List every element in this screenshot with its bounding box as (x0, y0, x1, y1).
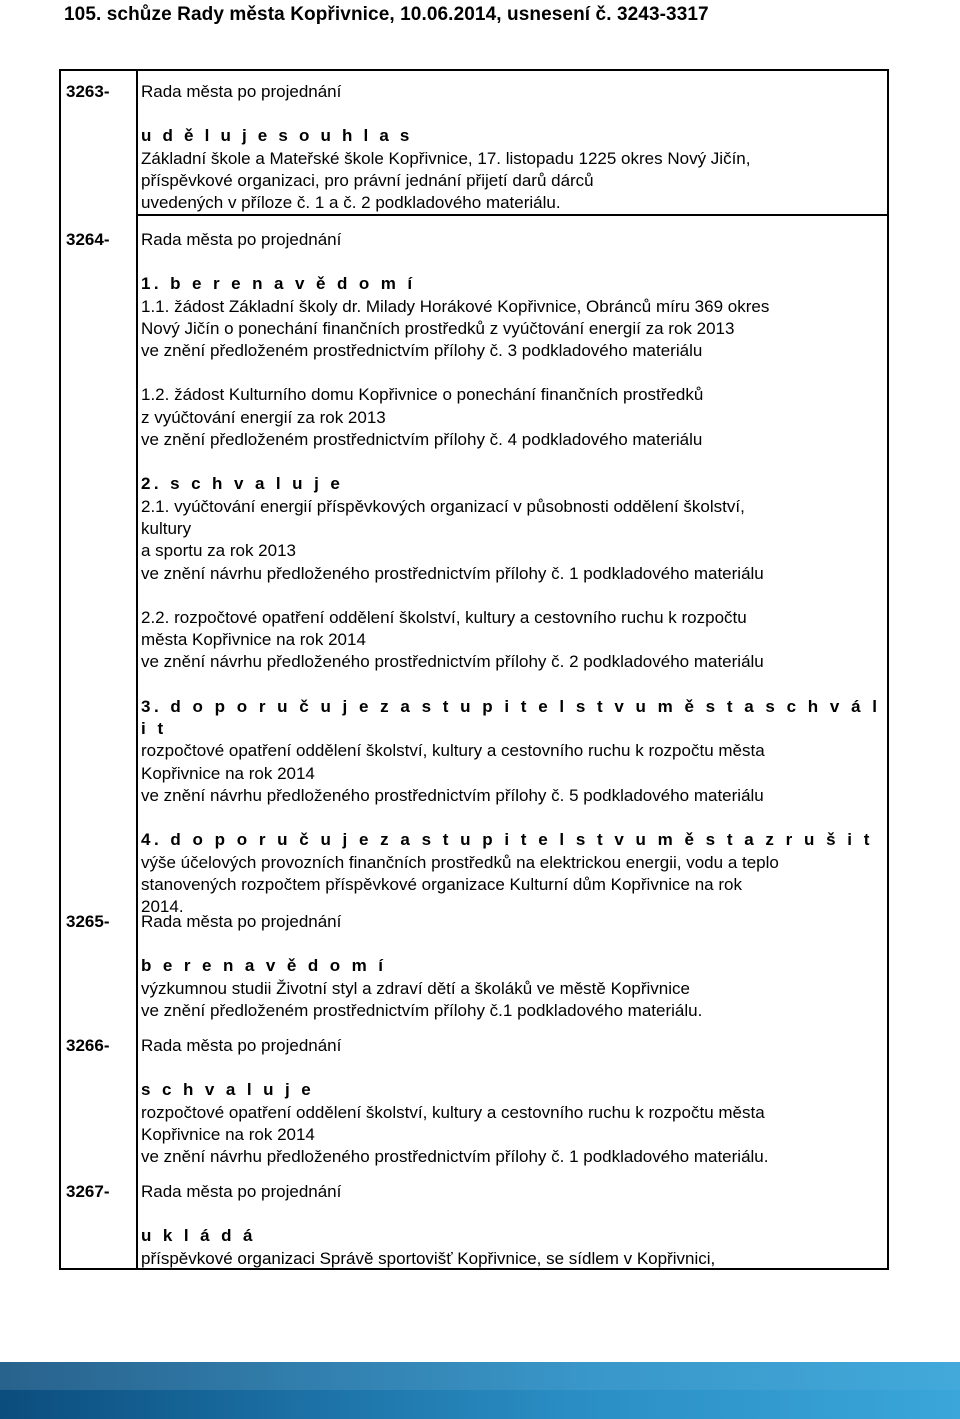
item-line: ve znění předloženém prostřednictvím přílohy č. 4 podkladového materiálu (141, 430, 703, 450)
resolution-number: 3265- (66, 912, 110, 931)
resolution-intro: Rada města po projednání (141, 1182, 342, 1201)
item-line: a sportu za rok 2013 (141, 541, 296, 561)
item-line: Kopřivnice na rok 2014 (141, 763, 315, 783)
resolution-heading: u d ě l u j e s o u h l a s (141, 126, 413, 146)
item-line: 2.1. vyúčtování energií příspěvkových organizací v působnosti oddělení školství, (141, 496, 745, 516)
item-line: ve znění návrhu předloženého prostřednictvím přílohy č. 1 podkladového materiálu (141, 563, 764, 583)
item-line: Nový Jičín o ponechání finančních prostředků z vyúčtování energií za rok 2013 (141, 318, 735, 338)
resolution-heading: b e r e n a v ě d o m í (141, 956, 387, 976)
resolution-intro: Rada města po projednání (141, 230, 342, 249)
resolution-number: 3266- (66, 1036, 110, 1055)
resolution-line: příspěvkové organizaci, pro právní jednání přijetí darů dárců (141, 170, 594, 190)
resolution-number: 3263- (66, 82, 110, 101)
resolution-line: Základní škole a Mateřské škole Kopřivnice, 17. listopadu 1225 okres Nový Jičín, (141, 148, 751, 168)
resolution-heading: s c h v a l u j e (141, 1080, 315, 1100)
resolution-line: Kopřivnice na rok 2014 (141, 1124, 315, 1144)
item-line: ve znění návrhu předloženého prostřednictvím přílohy č. 2 podkladového materiálu (141, 652, 764, 672)
item-line: 1.2. žádost Kulturního domu Kopřivnice o ponechání finančních prostředků (141, 385, 704, 405)
resolution-intro: Rada města po projednání (141, 82, 342, 101)
resolution-intro: Rada města po projednání (141, 1036, 342, 1055)
item-line: města Kopřivnice na rok 2014 (141, 630, 366, 650)
item-line: stanovených rozpočtem příspěvkové organizace Kulturní dům Kopřivnice na rok (141, 874, 742, 894)
resolution-intro: Rada města po projednání (141, 912, 342, 931)
resolution-number: 3264- (66, 230, 110, 249)
item-heading: 1. b e r e n a v ě d o m í (141, 274, 416, 294)
item-heading: 3. d o p o r u č u j e z a s t u p i t e l s t v u m ě s t a s c h v á l i t (141, 696, 881, 739)
item-line: výše účelových provozních finančních prostředků na elektrickou energii, vodu a teplo (141, 852, 779, 872)
resolution-3267 (141, 1181, 881, 1270)
resolution-line: rozpočtové opatření oddělení školství, kultury a cestovního ruchu k rozpočtu města (141, 1102, 765, 1122)
item-line: rozpočtové opatření oddělení školství, kultury a cestovního ruchu k rozpočtu města (141, 741, 765, 761)
column-divider (136, 69, 138, 1270)
item-heading: 2. s c h v a l u j e (141, 474, 344, 494)
resolution-heading: u k l á d á (141, 1226, 256, 1246)
item-line: 2.2. rozpočtové opatření oddělení školství, kultury a cestovního ruchu k rozpočtu (141, 607, 747, 627)
item-line: ve znění předloženém prostřednictvím přílohy č. 3 podkladového materiálu (141, 341, 703, 361)
resolution-3263 (141, 81, 881, 214)
item-line: z vyúčtování energií za rok 2013 (141, 407, 386, 427)
resolution-line: ve znění předloženém prostřednictvím přílohy č.1 podkladového materiálu. (141, 1000, 703, 1020)
resolution-number: 3267- (66, 1182, 110, 1201)
resolution-3265 (141, 911, 881, 1022)
resolution-line: uvedených v příloze č. 1 a č. 2 podkladového materiálu. (141, 193, 561, 213)
item-heading: 4. d o p o r u č u j e z a s t u p i t e l s t v u m ě s t a z r u š i t (141, 830, 873, 850)
item-line: 1.1. žádost Základní školy dr. Milady Horákové Kopřivnice, Obránců míru 369 okres (141, 296, 770, 316)
resolution-3266 (141, 1035, 881, 1168)
resolution-line: příspěvkové organizaci Správě sportovišť Kopřivnice, se sídlem v Kopřivnici, (141, 1248, 716, 1268)
footer-banner (0, 1362, 960, 1419)
item-line: kultury (141, 518, 192, 538)
item-line: ve znění návrhu předloženého prostřednictvím přílohy č. 5 podkladového materiálu (141, 785, 764, 805)
resolution-line: ve znění návrhu předloženého prostřednictvím přílohy č. 1 podkladového materiálu. (141, 1147, 769, 1167)
resolution-line: výzkumnou studii Životní styl a zdraví dětí a školáků ve městě Kopřivnice (141, 978, 690, 998)
page-title: 105. schůze Rady města Kopřivnice, 10.06.2014, usnesení č. 3243-3317 (64, 4, 709, 25)
item-line: 2014. (141, 897, 184, 917)
resolution-3264 (141, 229, 881, 918)
